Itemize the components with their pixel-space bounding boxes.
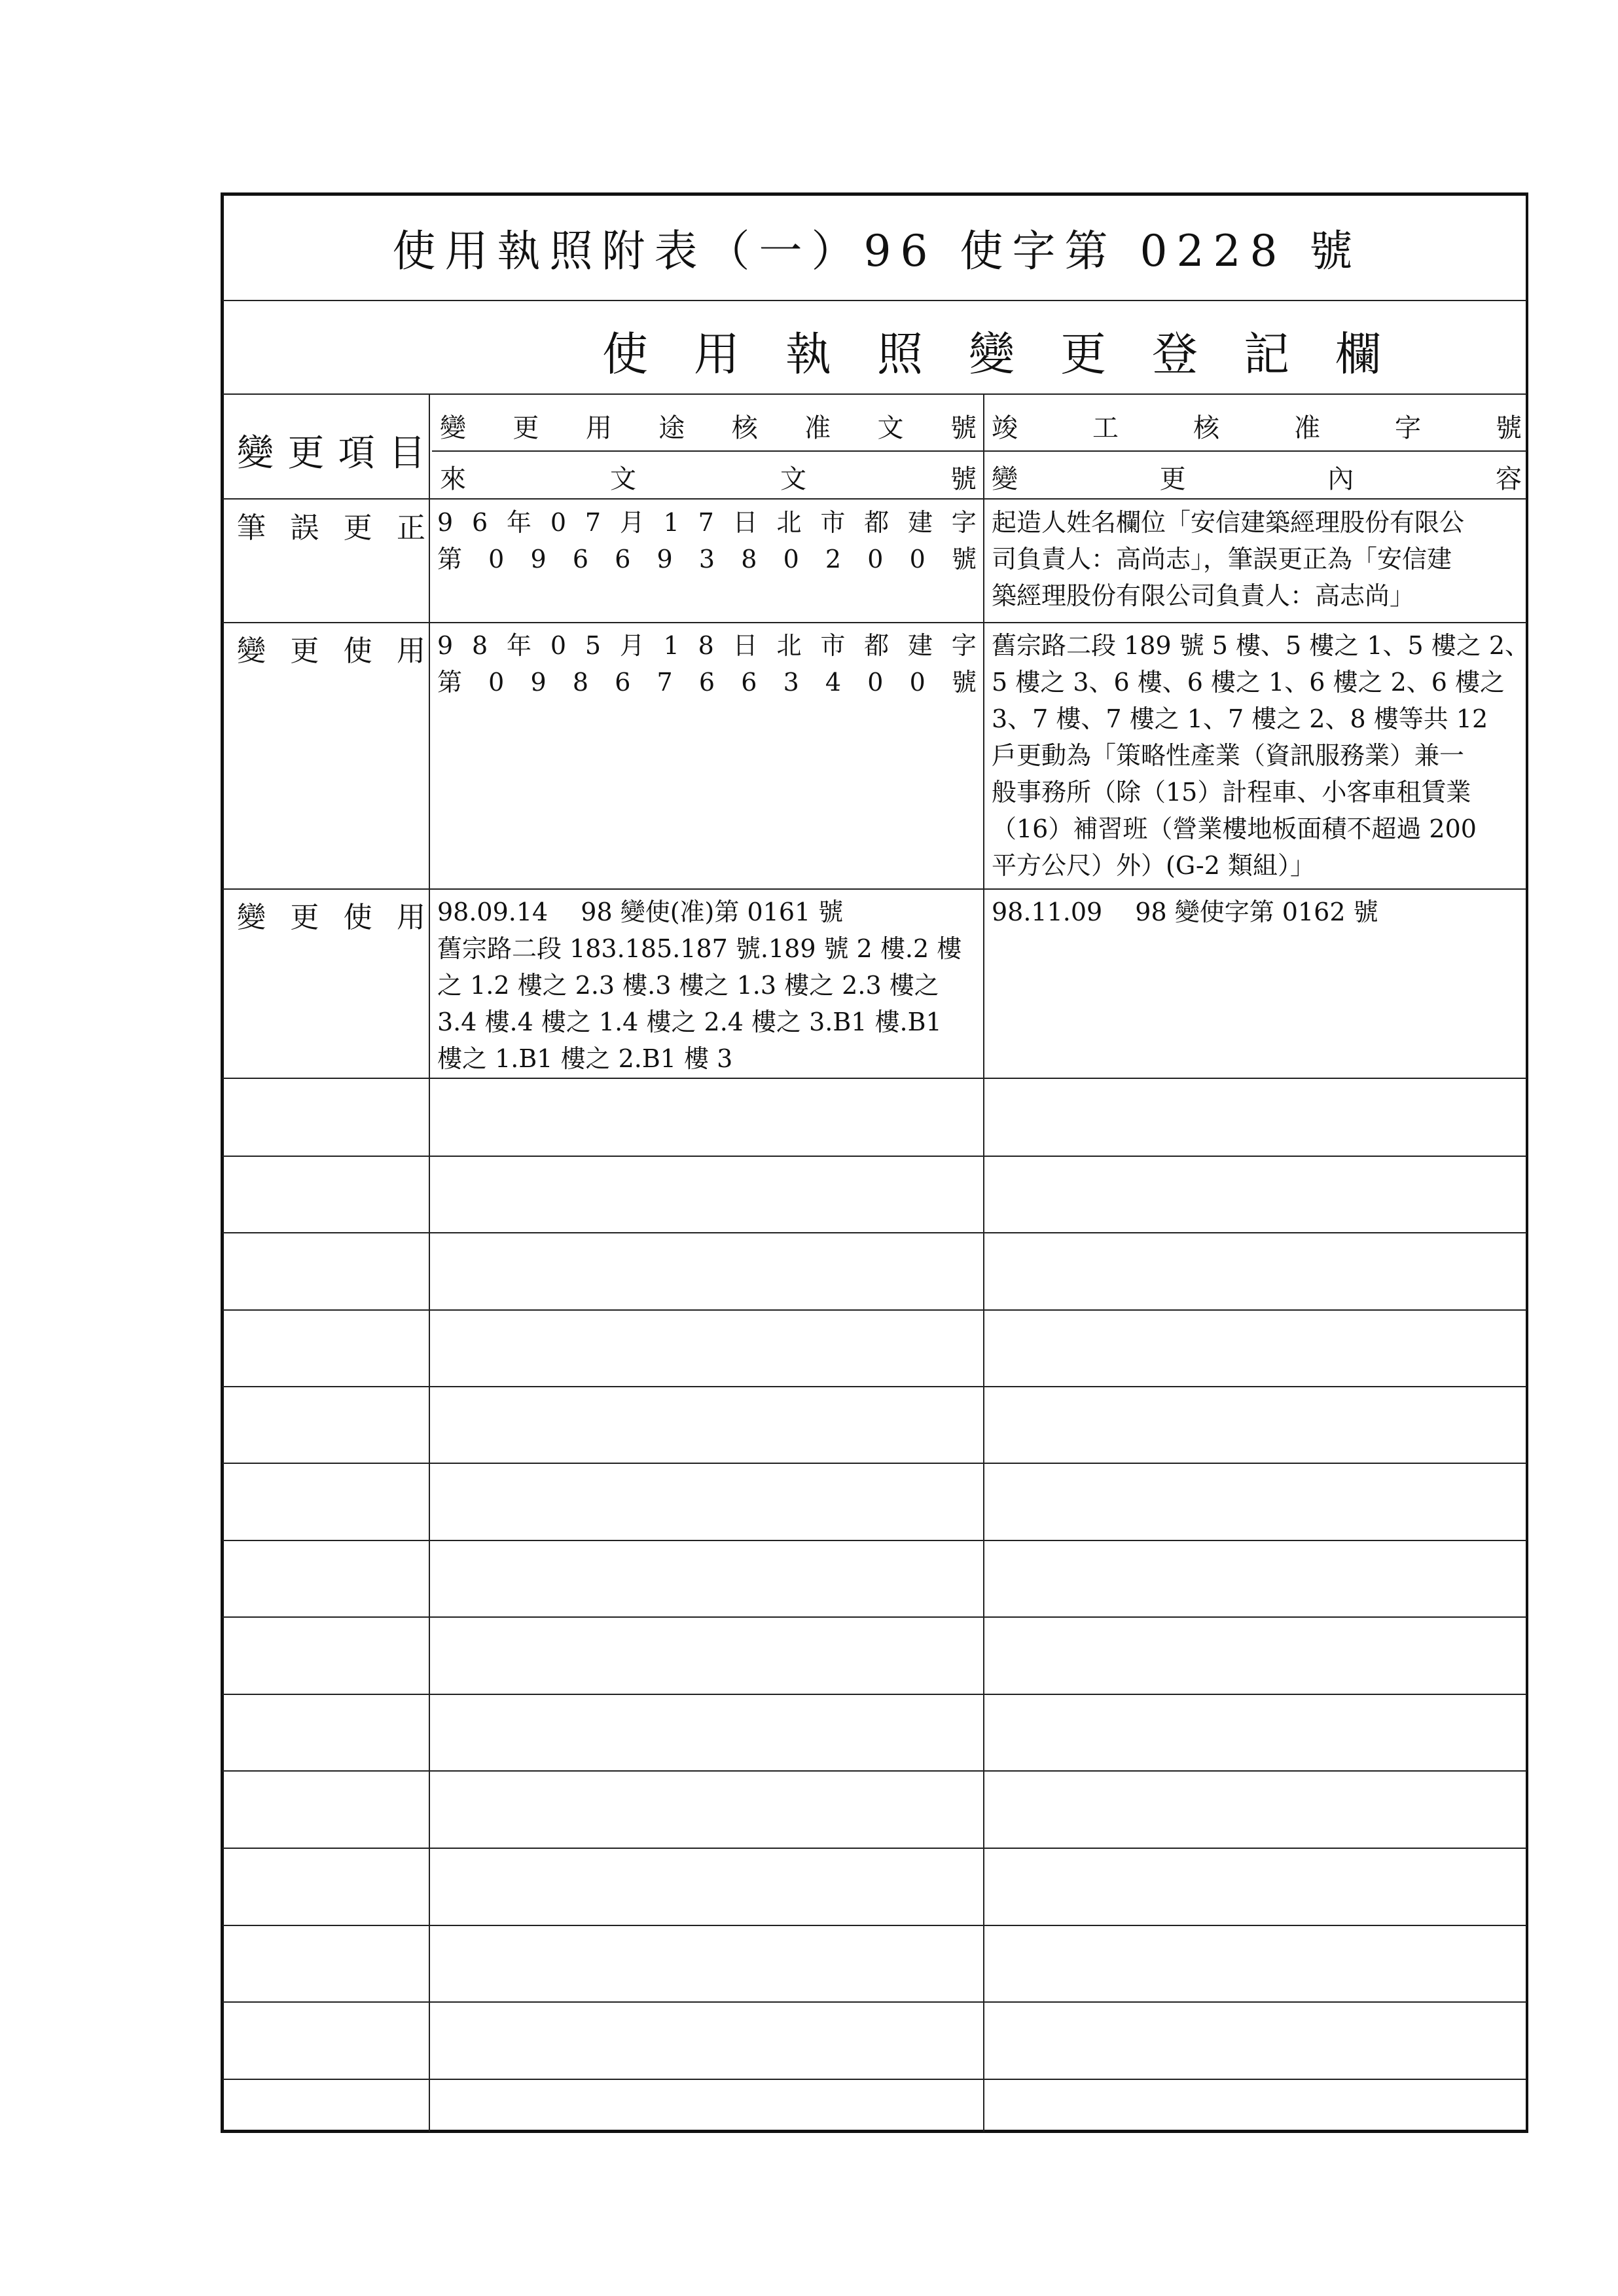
- rule-header-bottom: [223, 498, 1526, 500]
- char: 年: [507, 508, 532, 537]
- rule-empty: [223, 2001, 1526, 2003]
- rule-empty: [223, 1309, 1526, 1311]
- header-char: 變: [992, 464, 1018, 494]
- content-line: 起造人姓名欄位「安信建築經理股份有限公: [992, 508, 1465, 537]
- char: 9: [437, 508, 454, 537]
- rule-empty: [223, 2079, 1526, 2080]
- char: 8: [572, 668, 589, 697]
- header-char: 竣: [992, 413, 1018, 443]
- char: 6: [472, 508, 488, 537]
- subtitle-char: 更: [1060, 327, 1106, 381]
- form-subtitle: [229, 314, 1525, 386]
- subtitle-char: 使: [602, 327, 648, 381]
- header-char: 更: [287, 432, 325, 475]
- char: 1: [663, 508, 679, 537]
- char: 9: [656, 545, 673, 574]
- content-line: 平方公尺）外）(G-2 類組）」: [992, 851, 1315, 880]
- char: 7: [584, 508, 602, 537]
- subtitle-char: 登: [1152, 327, 1198, 381]
- source-line: [437, 541, 977, 577]
- content-line: 5 樓之 3、6 樓、6 樓之 1、6 樓之 2、6 樓之: [992, 668, 1505, 697]
- rule-empty: [223, 1386, 1526, 1387]
- subtitle-char: 欄: [1335, 327, 1381, 381]
- char: 3: [783, 668, 799, 697]
- char: 8: [698, 631, 714, 660]
- rule-empty: [223, 1463, 1526, 1464]
- row-change-content: [992, 627, 1530, 884]
- header-char: 更: [512, 413, 539, 443]
- char: 都: [864, 631, 890, 660]
- char: 7: [656, 668, 673, 697]
- item-char: 更: [290, 901, 319, 934]
- rule-empty: [223, 1848, 1526, 1849]
- char: 0: [867, 668, 884, 697]
- item-char: 使: [343, 634, 372, 668]
- source-line: 樓之 1.B1 樓之 2.B1 樓 3: [437, 1044, 733, 1073]
- header-char: 更: [1159, 464, 1186, 494]
- rule-empty: [223, 1925, 1526, 1926]
- rule-empty: [223, 1616, 1526, 1618]
- row-item-label: [237, 504, 425, 546]
- rule-subtitle-bottom: [223, 393, 1526, 395]
- rule-empty: [223, 1694, 1526, 1695]
- char: 6: [741, 668, 757, 697]
- header-char: 變: [440, 413, 466, 443]
- header-char: 容: [1495, 464, 1522, 494]
- char: 3: [698, 545, 715, 574]
- source-line: [437, 664, 977, 701]
- item-char: 筆: [237, 511, 266, 545]
- source-line: 98.09.14 98 變使(准)第 0161 號: [437, 898, 844, 926]
- char: 4: [825, 668, 842, 697]
- header-char: 文: [877, 413, 904, 443]
- char: 0: [488, 668, 505, 697]
- col-rule-1: [429, 393, 430, 2132]
- char: 第: [437, 545, 463, 574]
- char: 字: [951, 631, 977, 660]
- rule-row3-bottom: [223, 1078, 1526, 1079]
- char: 6: [572, 545, 589, 574]
- header-char: 工: [1092, 413, 1119, 443]
- content-line: 98.11.09 98 變使字第 0162 號: [992, 898, 1378, 926]
- header-char: 號: [950, 413, 977, 443]
- header-char: 核: [1193, 413, 1219, 443]
- subtitle-char: 記: [1244, 327, 1289, 381]
- char: 市: [820, 508, 846, 537]
- row-item-label: [237, 894, 425, 936]
- char: 北: [776, 508, 802, 537]
- content-line: （16）補習班（營業樓地板面積不超過 200: [992, 814, 1477, 843]
- item-char: 更: [290, 634, 319, 668]
- rule-empty: [223, 1770, 1526, 1772]
- item-char: 用: [396, 901, 425, 934]
- header-char: 准: [1294, 413, 1320, 443]
- subtitle-char: 執: [785, 327, 831, 381]
- char: 9: [530, 545, 547, 574]
- char: 8: [472, 631, 488, 660]
- item-char: 更: [343, 511, 372, 545]
- char: 5: [584, 631, 602, 660]
- header-char: 用: [585, 413, 612, 443]
- header-left-bottom: [440, 458, 977, 496]
- rule-row1-bottom: [223, 622, 1526, 623]
- char: 月: [619, 508, 645, 537]
- header-char: 准: [804, 413, 831, 443]
- char: 8: [741, 545, 757, 574]
- char: 月: [619, 631, 645, 660]
- row-source-doc: [437, 894, 977, 1077]
- header-change-item: [237, 424, 425, 477]
- subtitle-char: 照: [877, 327, 923, 381]
- content-line: 戶更動為「策略性產業（資訊服務業）兼一: [992, 741, 1465, 770]
- content-line: 般事務所（除（15）計程車、小客車租賃業: [992, 778, 1471, 807]
- row-source-doc: [437, 627, 977, 701]
- header-char: 變: [237, 432, 274, 475]
- char: 都: [864, 508, 890, 537]
- header-char: 文: [780, 464, 806, 494]
- header-char: 號: [950, 464, 977, 494]
- char: 年: [507, 631, 532, 660]
- char: 1: [663, 631, 679, 660]
- header-right-top: [992, 407, 1522, 445]
- item-char: 變: [237, 901, 266, 934]
- char: 0: [783, 545, 799, 574]
- header-left-top: [440, 407, 977, 445]
- form-title: 使用執照附表（一）96 使字第 0228 號: [392, 226, 1362, 276]
- char: 6: [615, 668, 631, 697]
- char: 7: [698, 508, 714, 537]
- source-line: [437, 627, 977, 664]
- char: 9: [437, 631, 454, 660]
- item-char: 使: [343, 901, 372, 934]
- char: 2: [825, 545, 842, 574]
- header-char: 內: [1327, 464, 1354, 494]
- char: 建: [907, 631, 933, 660]
- char: 6: [698, 668, 715, 697]
- char: 市: [820, 631, 846, 660]
- row-source-doc: [437, 504, 977, 577]
- source-line: 之 1.2 樓之 2.3 樓.3 樓之 1.3 樓之 2.3 樓之: [437, 971, 939, 1000]
- item-char: 正: [396, 511, 425, 545]
- item-char: 變: [237, 634, 266, 668]
- char: 日: [732, 508, 758, 537]
- content-line: 築經理股份有限公司負責人：高志尚」: [992, 581, 1415, 610]
- item-char: 用: [396, 634, 425, 668]
- char: 北: [776, 631, 802, 660]
- char: 0: [909, 668, 926, 697]
- char: 建: [907, 508, 933, 537]
- subtitle-char: 用: [694, 327, 740, 381]
- source-line: 3.4 樓.4 樓之 1.4 樓之 2.4 樓之 3.B1 樓.B1: [437, 1008, 942, 1036]
- header-char: 文: [610, 464, 636, 494]
- header-right-bottom: [992, 458, 1522, 496]
- row-item-label: [237, 627, 425, 669]
- rule-title-bottom: [223, 300, 1526, 301]
- rule-header-mid: [432, 450, 1526, 452]
- char: 0: [488, 545, 505, 574]
- header-char: 項: [338, 432, 375, 475]
- content-line: 3、7 樓、7 樓之 1、7 樓之 2、8 樓等共 12: [992, 704, 1488, 733]
- rule-empty: [223, 1540, 1526, 1541]
- rule-empty: [223, 1156, 1526, 1157]
- char: 0: [550, 631, 567, 660]
- char: 號: [951, 668, 977, 697]
- char: 0: [550, 508, 567, 537]
- row-change-content: [992, 894, 1522, 930]
- source-line: [437, 504, 977, 541]
- header-char: 來: [440, 464, 466, 494]
- rule-empty: [223, 1232, 1526, 1233]
- header-char: 核: [731, 413, 758, 443]
- char: 號: [951, 545, 977, 574]
- header-char: 號: [1496, 413, 1522, 443]
- header-char: 字: [1395, 413, 1421, 443]
- char: 字: [951, 508, 977, 537]
- row-change-content: [992, 504, 1522, 614]
- content-line: 舊宗路二段 189 號 5 樓、5 樓之 1、5 樓之 2、: [992, 631, 1530, 660]
- char: 0: [867, 545, 884, 574]
- header-char: 途: [658, 413, 685, 443]
- subtitle-char: 變: [969, 327, 1015, 381]
- source-line: 舊宗路二段 183.185.187 號.189 號 2 樓.2 樓: [437, 934, 962, 963]
- char: 9: [530, 668, 547, 697]
- char: 6: [615, 545, 631, 574]
- char: 日: [732, 631, 758, 660]
- item-char: 誤: [290, 511, 319, 545]
- rule-row2-bottom: [223, 888, 1526, 890]
- content-line: 司負責人：高尚志」，筆誤更正為「安信建: [992, 545, 1452, 574]
- char: 0: [909, 545, 926, 574]
- col-rule-2: [983, 393, 984, 2132]
- char: 第: [437, 668, 463, 697]
- header-char: 目: [388, 432, 425, 475]
